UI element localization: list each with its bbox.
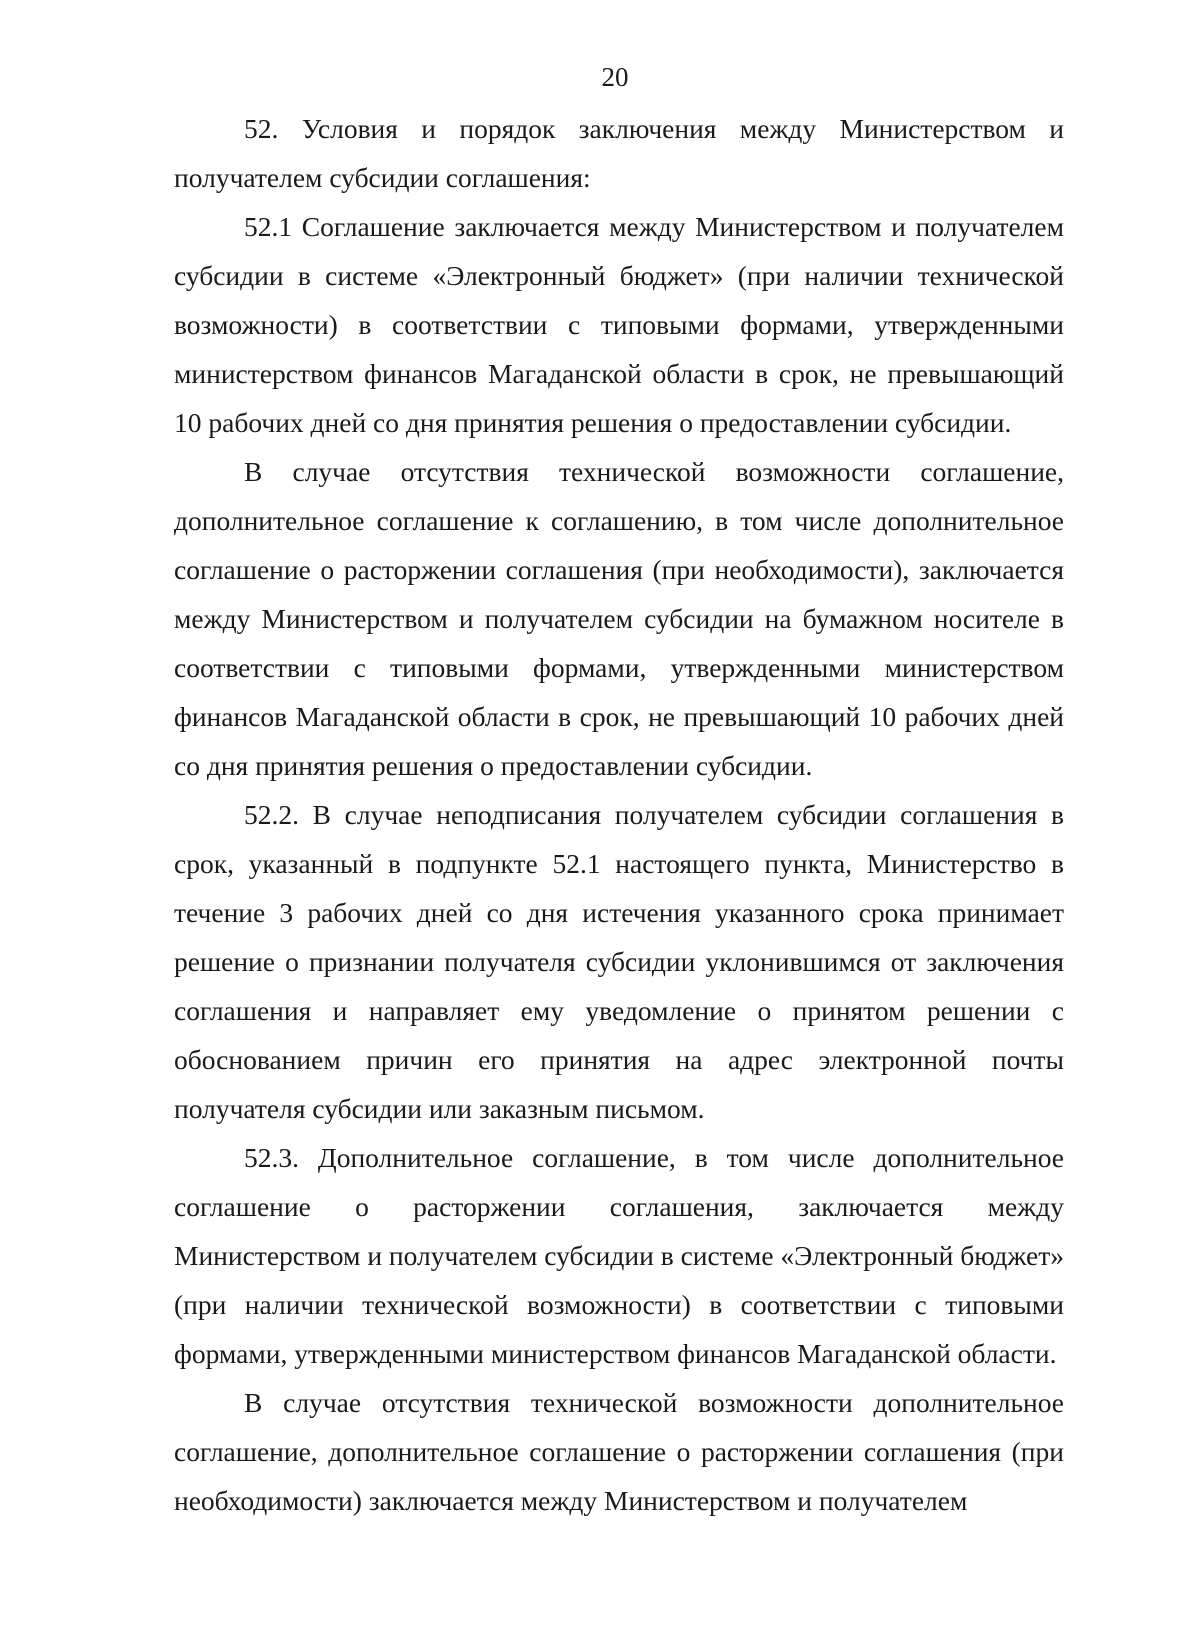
paragraph-52-2: 52.2. В случае неподписания получателем субсидии соглашения в срок, указанный в подпункте 52.1 настоящего пункта, Министерство в течение 3 рабочих дней со дня истечения указанного срока принимает решение о признании получателя субсидии уклонившимся от заключения соглашения и направляет ему уведомление о принятом решении с обоснованием причин его принятия на адрес электронной почты получателя субсидии или заказным письмом. bbox=[174, 799, 1064, 1124]
paragraph-52-3: 52.3. Дополнительное соглашение, в том числе дополнительное соглашение о расторжении соглашения, заключается между Министерством и получателем субсидии в системе «Электронный бюджет» (при наличии технической возможности) в соответствии с типовыми формами, утвержденными министерством финансов Магаданской области. bbox=[174, 1142, 1064, 1369]
paragraph-52-1: 52.1 Соглашение заключается между Министерством и получателем субсидии в системе «Электронный бюджет» (при наличии технической возможности) в соответствии с типовыми формами, утвержденными министерством финансов Магаданской области в срок, не превышающий 10 рабочих дней со дня принятия решения о предоставлении субсидии. bbox=[174, 211, 1064, 438]
paragraph-52: 52. Условия и порядок заключения между Министерством и получателем субсидии соглашения: bbox=[174, 113, 1064, 193]
paragraph-52-3-no-technical-possibility: В случае отсутствия технической возможности дополнительное соглашение, дополнительное соглашение о расторжении соглашения (при необходимости) заключается между Министерством и получателем bbox=[174, 1387, 1064, 1516]
page-number: 20 bbox=[601, 62, 629, 92]
paragraph-52-1-no-technical-possibility: В случае отсутствия технической возможности соглашение, дополнительное соглашение к соглашению, в том числе дополнительное соглашение о расторжении соглашения (при необходимости), заключается между Министерством и получателем субсидии на бумажном носителе в соответствии с типовыми формами, утвержденными министерством финансов Магаданской области в срок, не превышающий 10 рабочих дней со дня принятия решения о предоставлении субсидии. bbox=[174, 456, 1064, 781]
document-body bbox=[174, 104, 1064, 1525]
